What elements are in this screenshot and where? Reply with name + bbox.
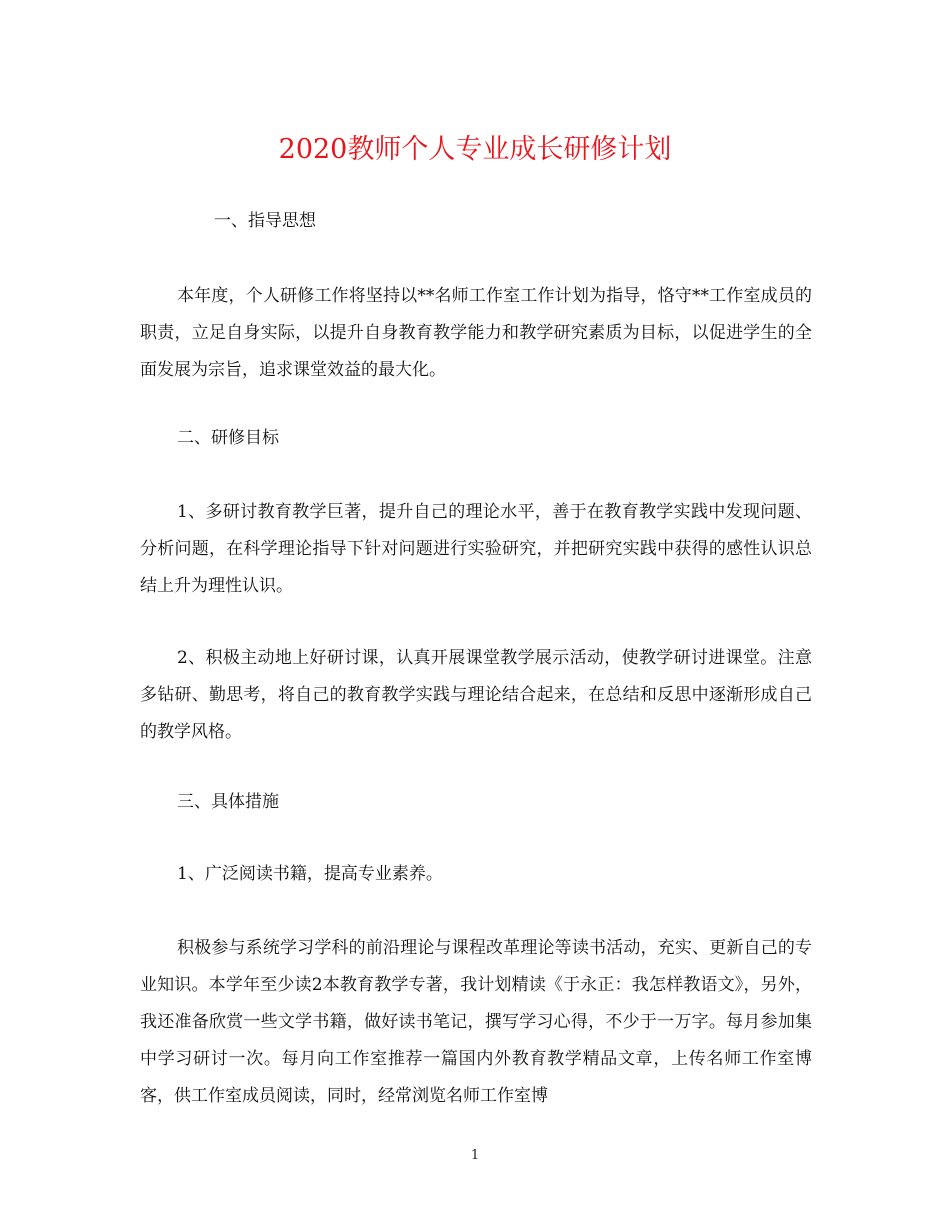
paragraph-goal-1: 1、多研讨教育教学巨著，提升自己的理论水平，善于在教育教学实践中发现问题、分析问题，在科学理论指导下针对问题进行实验研究，并把研究实践中获得的感性认识总结上升为理性认识。 xyxy=(140,502,812,596)
measure-1-heading: 1、广泛阅读书籍，提高专业素养。 xyxy=(177,864,443,884)
document-title: 2020教师个人专业成长研修计划 xyxy=(278,134,672,165)
page-number: 1 xyxy=(470,1148,480,1163)
paragraph-goal-2: 2、积极主动地上好研讨课，认真开展课堂教学展示活动，使教学研讨进课堂。注意多钻研、勤思考，将自己的教育教学实践与理论结合起来，在总结和反思中逐渐形成自己的教学风格。 xyxy=(140,648,812,742)
paragraph-guiding-thought: 本年度，个人研修工作将坚持以**名师工作室工作计划为指导，恪守**工作室成员的职责，立足自身实际，以提升自身教育教学能力和教学研究素质为目标，以促进学生的全面发展为宗旨，追求课堂效益的最大化。 xyxy=(140,286,812,380)
section-heading-measures: 三、具体措施 xyxy=(177,792,279,812)
paragraph-measure-1: 积极参与系统学习学科的前沿理论与课程改革理论等读书活动，充实、更新自己的专业知识。本学年至少读2本教育教学专著，我计划精读《于永正：我怎样教语文》，另外，我还准备欣赏一些文学书籍，做好读书笔记，撰写学习心得，不少于一万字。每月参加集中学习研讨一次。每月向工作室推荐一篇国内外教育教学精品文章，上传名师工作室博客，供工作室成员阅读，同时，经常浏览名师工作室博 xyxy=(140,938,812,1106)
section-heading-guiding-thought: 一、指导思想 xyxy=(214,211,316,231)
section-heading-goals: 二、研修目标 xyxy=(177,428,279,448)
